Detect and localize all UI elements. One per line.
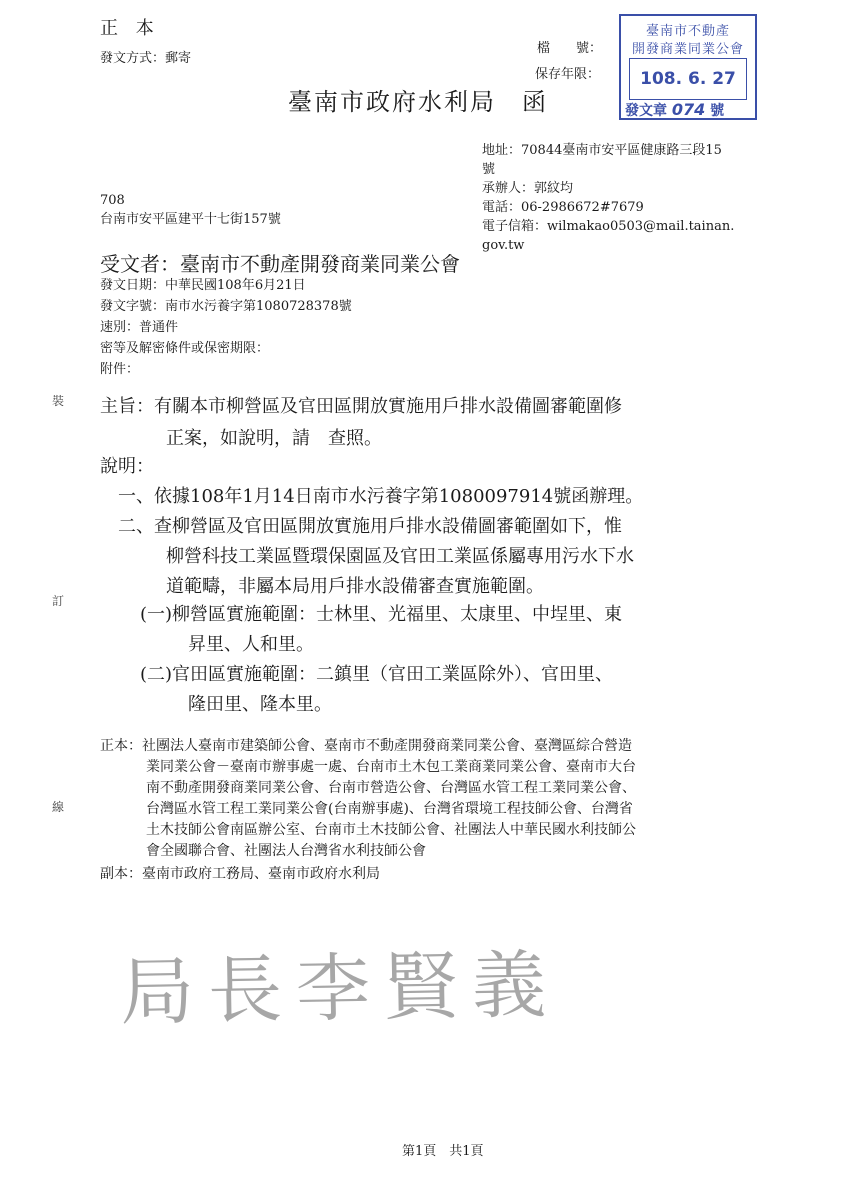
sub-item1-line2: 昇里、人和里。 — [188, 634, 314, 655]
stamp-line1: 臺南市不動產 — [645, 24, 730, 39]
document-title: 臺南市政府水利局 函 — [288, 88, 548, 116]
original-line-6: 會全國聯合會、社團法人台灣省水利技師公會 — [146, 843, 426, 859]
original-line-5: 土木技師公會南區辦公室、台南市土木技師公會、社團法人中華民國水利技師公 — [146, 822, 636, 838]
sub-item1-line1: (一)柳營區實施範圍：士林里、光福里、太康里、中埕里、東 — [140, 604, 623, 625]
document-number: 發文字號：南市水污養字第1080728378號 — [100, 299, 352, 314]
distribution-original — [100, 736, 636, 862]
distribution-copy: 副本：臺南市政府工務局、臺南市政府水利局 — [100, 866, 380, 882]
recipient-street: 台南市安平區建平十七街157號 — [100, 212, 281, 227]
binding-mark-2: 訂 — [52, 594, 65, 608]
sender-contact: 承辦人：郭紋均 — [482, 181, 574, 196]
original-line-4: 台灣區水管工程工業同業公會(台南辦事處)、台灣省環境工程技師公會、台灣省 — [146, 801, 633, 817]
page-footer: 第1頁 共1頁 — [402, 1144, 484, 1159]
binding-mark-1: 裝 — [52, 394, 65, 408]
issue-date: 發文日期：中華民國108年6月21日 — [100, 278, 306, 293]
secrecy-level: 密等及解密條件或保密期限： — [100, 341, 270, 356]
stamp-seq-suffix: 號 — [710, 103, 725, 119]
sub-item2-line2: 隆田里、隆本里。 — [188, 694, 332, 715]
sender-email-line2: gov.tw — [482, 238, 525, 253]
file-number-label: 檔 號： — [537, 41, 603, 56]
retention-label: 保存年限： — [535, 67, 601, 82]
recipient-zip: 708 — [100, 193, 125, 208]
original-line-1: 正本：社團法人臺南市建築師公會、臺南市不動產開發商業同業公會、臺灣區綜合營造 — [100, 738, 632, 754]
explanation-heading: 說明： — [100, 456, 154, 477]
speed-class: 速別：普通件 — [100, 320, 179, 335]
stamp-date: 108. 6. 27 — [629, 58, 747, 100]
stamp-sequence — [625, 100, 724, 120]
director-signature: 局長李賢義 — [119, 942, 561, 1036]
stamp-seq-number: 074 — [671, 100, 706, 119]
original-line-3: 南不動產開發商業同業公會、台南市營造公會、台灣區水管工程工業同業公會、 — [146, 780, 636, 796]
recipient-address — [100, 191, 281, 229]
original-line-2: 業同業公會－臺南市辦事處一處、台南市土木包工業商業同業公會、臺南市大台 — [146, 759, 636, 775]
explanation-item1: 一、依據108年1月14日南市水污養字第1080097914號函辦理。 — [118, 486, 644, 507]
stamp-seq-prefix: 發文章 — [625, 103, 667, 119]
sender-address-line2: 號 — [482, 162, 496, 177]
receipt-stamp — [619, 14, 757, 120]
subject-line2: 正案，如說明，請 查照。 — [166, 428, 382, 449]
sender-block — [482, 141, 734, 255]
copy-type-label: 正 本 — [100, 18, 160, 39]
binding-mark-3: 線 — [52, 800, 65, 814]
sub-item2-line1: (二)官田區實施範圍：二鎮里（官田工業區除外）、官田里、 — [140, 664, 614, 685]
stamp-line2: 開發商業同業公會 — [631, 42, 744, 57]
sender-email-line1: 電子信箱：wilmakao0503@mail.tainan. — [482, 219, 735, 234]
attachment-label: 附件： — [100, 362, 140, 377]
explanation-item2-line3: 道範疇，非屬本局用戶排水設備審查實施範圍。 — [166, 576, 544, 597]
send-method: 發文方式：郵寄 — [100, 51, 192, 66]
explanation-item2-line1: 二、查柳營區及官田區開放實施用戶排水設備圖審範圍如下，惟 — [118, 516, 622, 537]
subject-line1: 主旨：有關本市柳營區及官田區開放實施用戶排水設備圖審範圍修 — [100, 396, 622, 417]
recipient-line: 受文者：臺南市不動產開發商業同業公會 — [100, 252, 460, 276]
sender-phone: 電話：06-2986672#7679 — [482, 200, 644, 215]
meta-block — [100, 275, 352, 380]
sender-address-line1: 地址：70844臺南市安平區健康路三段15 — [482, 143, 722, 158]
explanation-item2-line2: 柳營科技工業區暨環保園區及官田工業區係屬專用污水下水 — [166, 546, 634, 567]
